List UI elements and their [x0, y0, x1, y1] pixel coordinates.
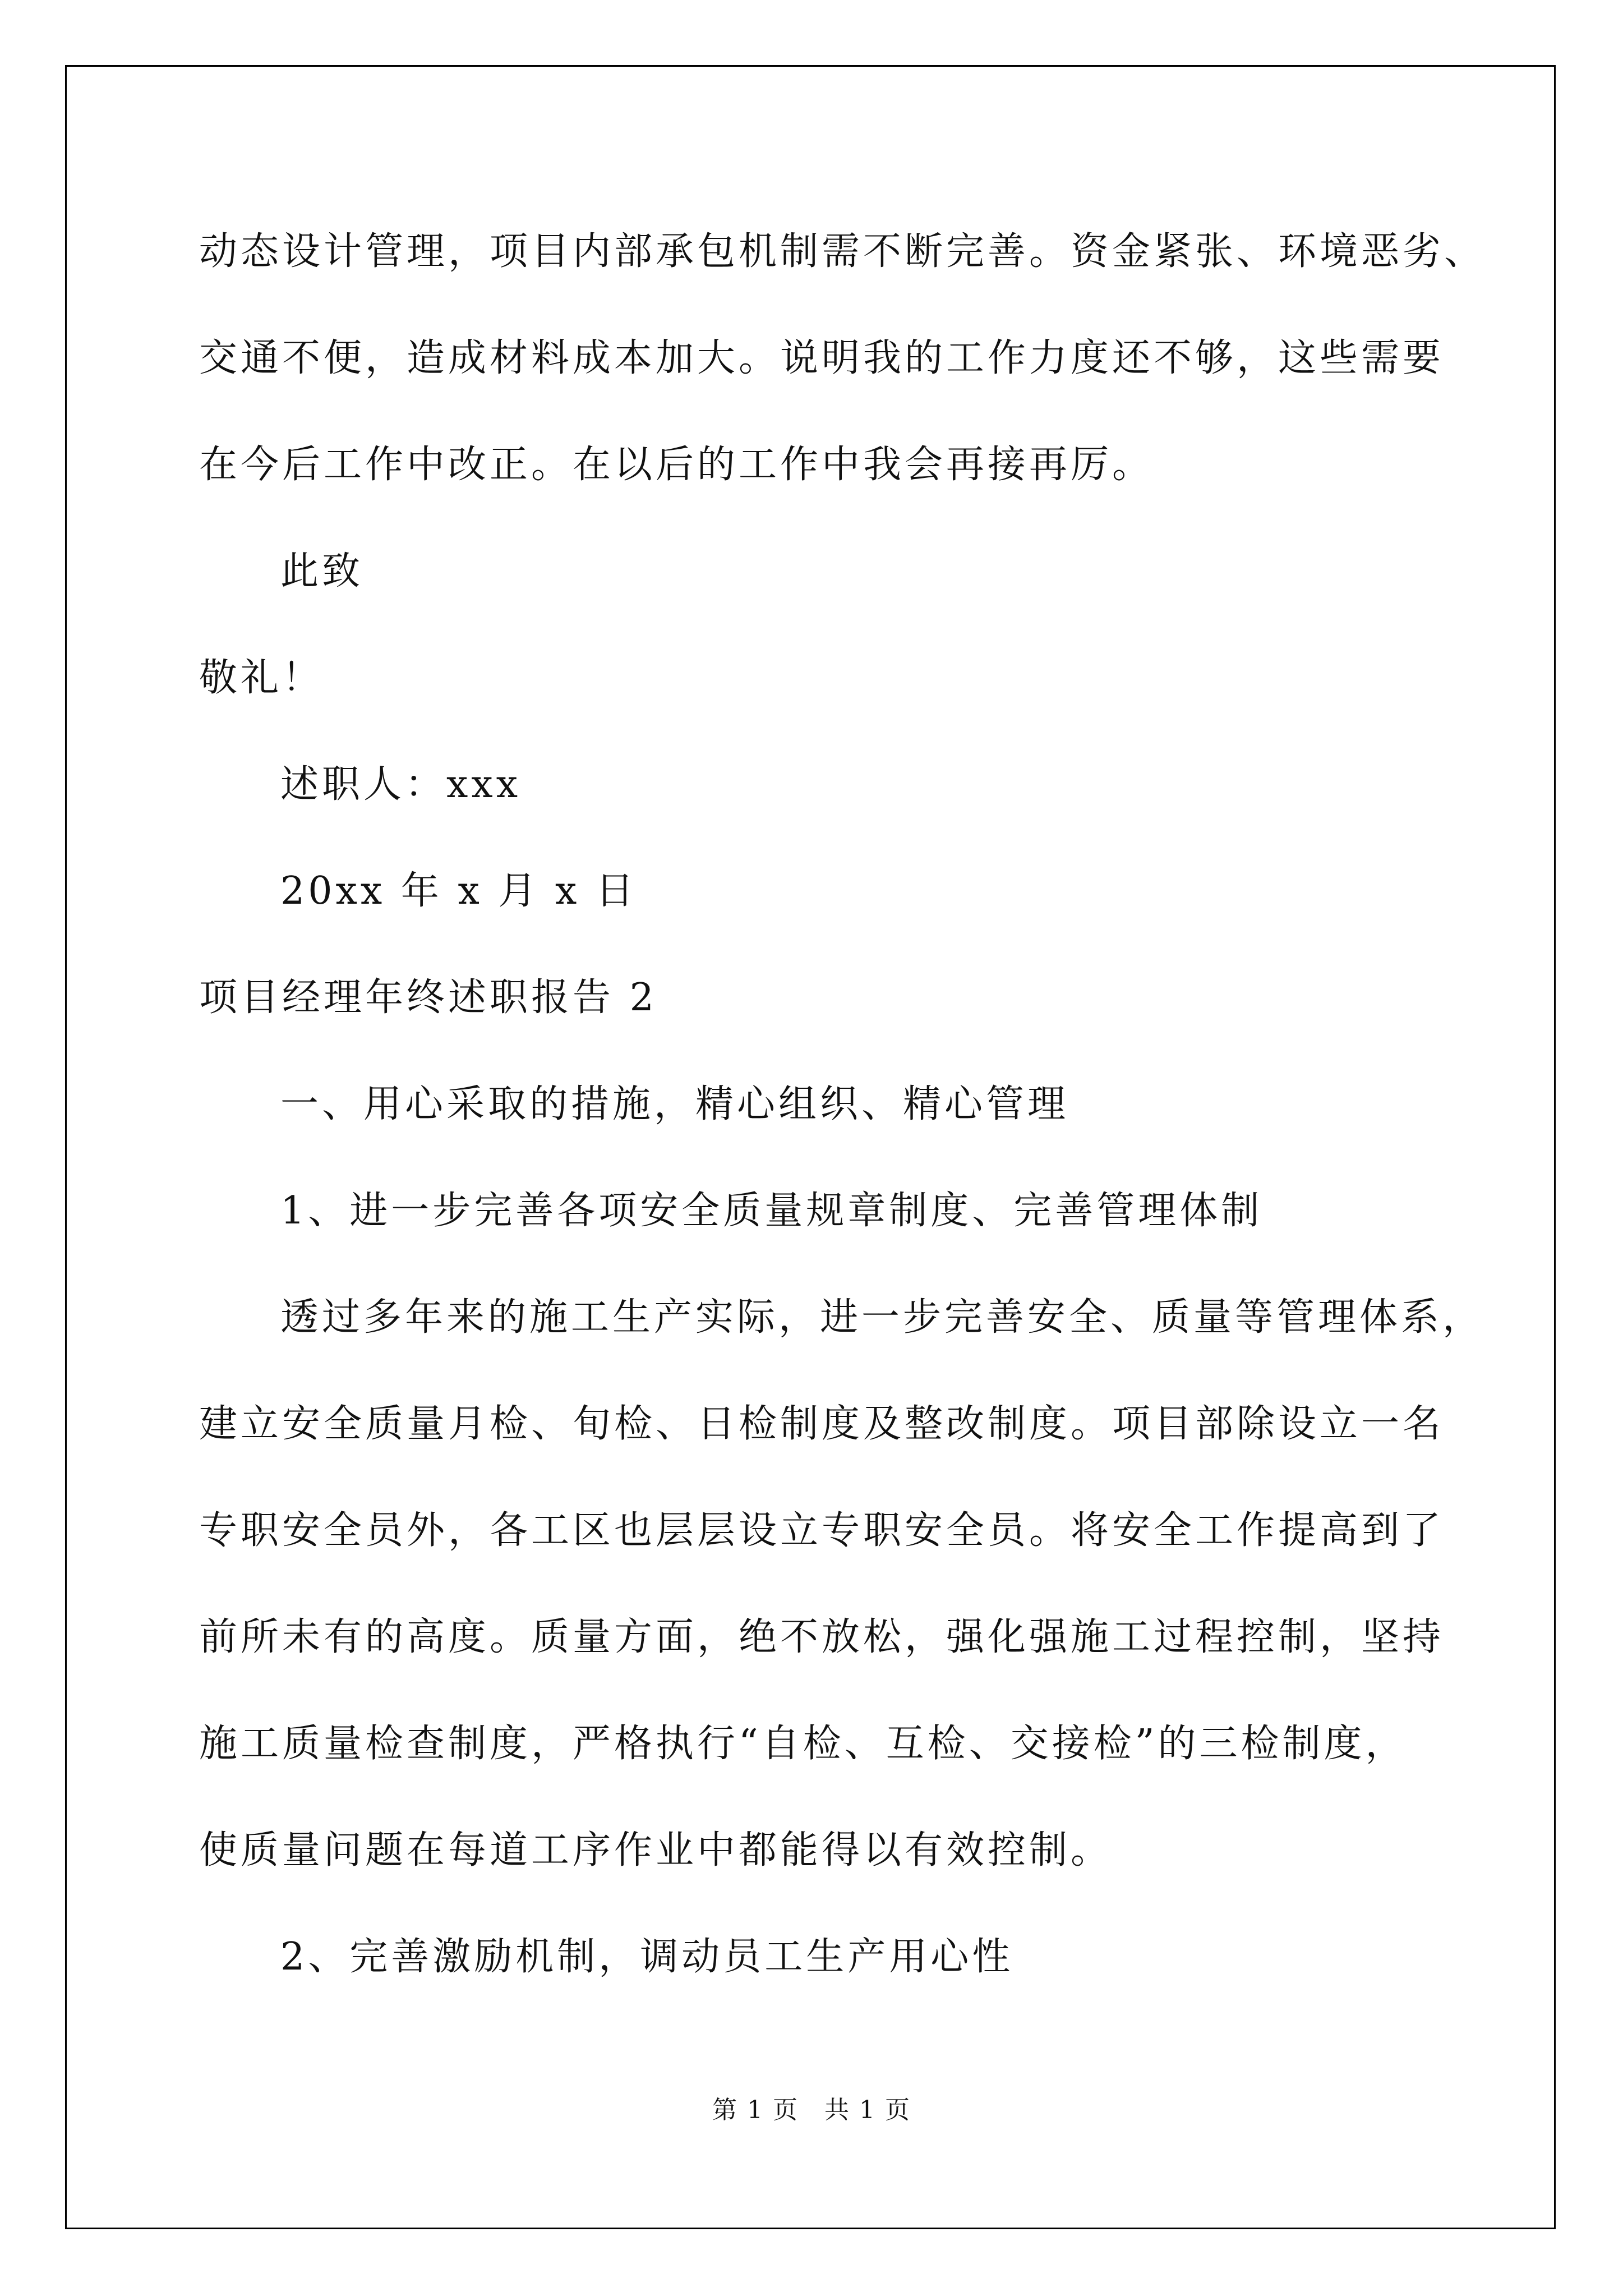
signer-line: 述职人：xxx: [280, 762, 522, 807]
page-border: [65, 65, 1556, 2229]
date-line: 20xx 年 x 月 x 日: [280, 869, 638, 913]
paragraph-line: 施工质量检查制度，严格执行“自检、互检、交接检”的三检制度，: [199, 1722, 1407, 1766]
paragraph-line: 专职安全员外，各工区也层层设立专职安全员。将安全工作提高到了: [199, 1508, 1445, 1553]
paragraph-line: 前所未有的高度。质量方面，绝不放松，强化强施工过程控制，坚持: [199, 1615, 1445, 1659]
paragraph-line: 在今后工作中改正。在以后的工作中我会再接再厉。: [199, 443, 1154, 487]
page-number-footer: 第 1 页 共 1 页: [712, 2096, 911, 2124]
paragraph-line: 交通不便，造成材料成本加大。说明我的工作力度还不够，这些需要: [199, 336, 1445, 380]
section-title: 项目经理年终述职报告 2: [199, 976, 657, 1020]
closing-salutation: 此致: [280, 549, 364, 593]
paragraph-line: 使质量问题在每道工序作业中都能得以有效控制。: [199, 1828, 1113, 1872]
paragraph-line: 动态设计管理，项目内部承包机制需不断完善。资金紧张、环境恶劣、: [199, 229, 1486, 274]
paragraph-line: 建立安全质量月检、旬检、日检制度及整改制度。项目部除设立一名: [199, 1402, 1445, 1446]
heading-level-1: 一、用心采取的措施，精心组织、精心管理: [280, 1082, 1069, 1126]
closing-respect: 敬礼！: [199, 656, 324, 700]
heading-level-2: 1、进一步完善各项安全质量规章制度、完善管理体制: [280, 1189, 1263, 1233]
heading-level-2: 2、完善激励机制，调动员工生产用心性: [280, 1935, 1014, 1979]
paragraph-line: 透过多年来的施工生产实际，进一步完善安全、质量等管理体系，: [280, 1295, 1484, 1340]
